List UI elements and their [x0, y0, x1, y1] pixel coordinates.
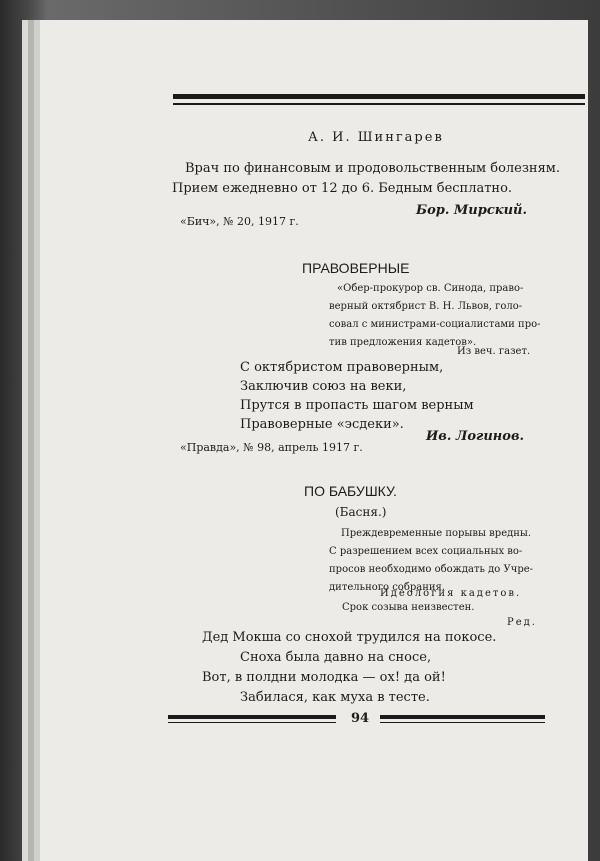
footer-rule-left-thick [168, 715, 336, 719]
section2-title: ПРАВОВЕРНЫЕ [302, 260, 410, 276]
section2-verse-4: Правоверные «эсдеки». [240, 417, 404, 432]
section2-epigraph-2: верный октябрист В. Н. Львов, голо- [329, 301, 523, 312]
section3-note: Срок созыва неизвестен. [342, 602, 475, 613]
top-rule-thin [173, 103, 585, 105]
section2-verse-2: Заключив союз на веки, [240, 379, 407, 394]
section1-heading: А. И. Шингарев [308, 130, 444, 145]
section3-note-source: Ред. [507, 617, 537, 628]
section2-source: «Правда», № 98, апрель 1917 г. [180, 441, 363, 454]
book-page [40, 20, 588, 861]
section3-epigraph-1: Преждевременные порывы вредны. [341, 528, 532, 539]
top-rule-thick [173, 94, 585, 99]
section3-title: ПО БАБУШКУ. [304, 483, 397, 499]
section2-epigraph-1: «Обер-прокурор св. Синода, право- [337, 283, 524, 294]
section3-epigraph-2: С разрешением всех социальных во- [329, 546, 523, 557]
section3-subtitle: (Басня.) [335, 505, 387, 519]
section3-verse-4: Забилася, как муха в тесте. [240, 690, 430, 705]
section3-epigraph-4: дительного собрания. [329, 582, 446, 593]
section2-author: Ив. Логинов. [426, 429, 525, 444]
section2-epigraph-3: совал с министрами-социалистами про- [329, 319, 541, 330]
section2-verse-3: Прутся в пропасть шагом верным [240, 398, 474, 413]
section2-verse-1: С октябристом правоверным, [240, 360, 444, 375]
section1-author: Бор. Мирский. [416, 203, 527, 218]
section1-line2: Прием ежедневно от 12 до 6. Бедным бесплатно. [172, 181, 513, 196]
footer-rule-right-thick [380, 715, 545, 719]
section3-verse-3: Вот, в полдни молодка — ох! да ой! [202, 670, 446, 685]
footer-rule-right-thin [380, 722, 545, 723]
section3-verse-1: Дед Мокша со снохой трудился на покосе. [202, 630, 497, 645]
section3-epigraph-3: просов необходимо обождать до Учре- [329, 564, 534, 575]
page-number: 94 [350, 711, 370, 726]
section3-epigraph-source: Идеология кадетов. [380, 588, 522, 599]
section2-epigraph-source: Из веч. газет. [457, 346, 531, 357]
section3-verse-2: Сноха была давно на сносе, [240, 650, 432, 665]
section2-epigraph-4: тив предложения кадетов». [329, 337, 477, 348]
section1-source: «Бич», № 20, 1917 г. [180, 215, 299, 228]
footer-rule-left-thin [168, 722, 336, 723]
section1-line1: Врач по финансовым и продовольственным болезням. [185, 161, 561, 176]
